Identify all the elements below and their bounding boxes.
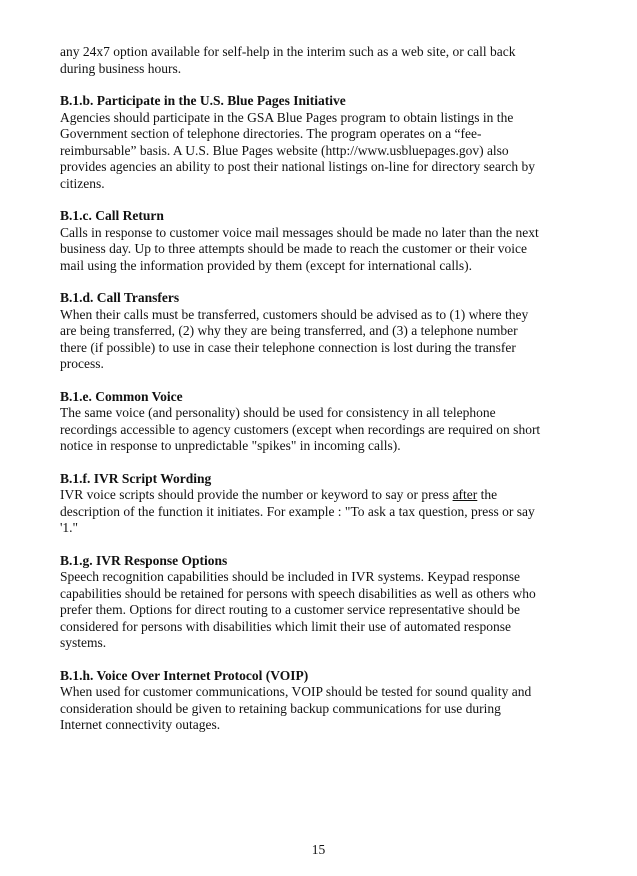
text-line: The same voice (and personality) should be used for consistency in all telephone	[60, 405, 496, 420]
text-line: Speech recognition capabilities should be included in IVR systems. Keypad response	[60, 569, 521, 584]
text-line: during business hours.	[60, 60, 182, 76]
text-line: considered for persons with disabilities which limit their use of automated response	[60, 618, 512, 634]
section-ivr-script-wording	[60, 471, 580, 537]
text-line: description of the function it initiates. For example : "To ask a tax question, press or say	[60, 503, 535, 519]
section-call-transfers	[60, 290, 580, 373]
section-common-voice	[60, 389, 580, 455]
text-line: Calls in response to customer voice mail messages should be made no later than the next	[60, 224, 539, 240]
text-line: citizens.	[60, 175, 105, 191]
section-heading: B.1.d. Call Transfers	[60, 290, 180, 305]
text-line: there (if possible) to use in case their telephone connection is lost during the transfer	[60, 339, 516, 355]
text-line: consideration should be given to retaining backup communications for use during	[60, 700, 501, 716]
text-line: prefer them. Options for direct routing to a customer service representative should be	[60, 602, 520, 617]
section-ivr-response-options	[60, 553, 580, 652]
text-line: Government section of telephone directories. The program operates on a “fee-	[60, 126, 482, 141]
section-call-return	[60, 208, 580, 274]
section-heading: B.1.h. Voice Over Internet Protocol (VOIP)	[60, 667, 309, 683]
text-line: business day. Up to three attempts should be made to reach the customer or their voice	[60, 241, 527, 256]
text-segment: the	[477, 487, 498, 502]
text-segment: IVR voice scripts should provide the number or keyword to say or press	[60, 487, 453, 502]
section-heading: B.1.f. IVR Script Wording	[60, 470, 212, 486]
text-line: are being transferred, (2) why they are being transferred, and (3) a telephone number	[60, 323, 518, 338]
text-line: reimbursable” basis. A U.S. Blue Pages website (http://www.usbluepages.gov) also	[60, 142, 509, 158]
text-line: Agencies should participate in the GSA Blue Pages program to obtain listings in the	[60, 109, 514, 125]
section-voip	[60, 668, 580, 734]
text-line: recordings accessible to agency customers (except when recordings are required on short	[60, 421, 541, 437]
text-line: systems.	[60, 635, 107, 650]
section-heading: B.1.b. Participate in the U.S. Blue Pages Initiative	[60, 93, 346, 108]
intro-paragraph	[60, 44, 580, 77]
text-line: mail using the information provided by them (except for international calls).	[60, 257, 473, 273]
text-line: process.	[60, 356, 104, 371]
text-line	[60, 487, 580, 504]
text-line: notice in response to unpredictable "spikes" in incoming calls).	[60, 438, 401, 453]
text-line: provides agencies an ability to post their national listings on-line for directory search by	[60, 159, 535, 174]
section-heading: B.1.g. IVR Response Options	[60, 552, 228, 568]
text-line: '1."	[60, 520, 79, 535]
page-number: 15	[311, 842, 326, 857]
document-page	[60, 44, 580, 750]
section-blue-pages	[60, 93, 580, 192]
text-line: When their calls must be transferred, customers should be advised as to (1) where they	[60, 306, 529, 322]
underlined-word: after	[452, 487, 478, 502]
section-heading: B.1.e. Common Voice	[60, 388, 183, 404]
section-heading: B.1.c. Call Return	[60, 208, 164, 223]
text-line: any 24x7 option available for self-help in the interim such as a web site, or call back	[60, 44, 516, 59]
text-line: capabilities should be retained for persons with speech disabilities as well as others who	[60, 585, 536, 601]
text-line: Internet connectivity outages.	[60, 717, 221, 732]
text-line: When used for customer communications, VOIP should be tested for sound quality and	[60, 684, 532, 699]
